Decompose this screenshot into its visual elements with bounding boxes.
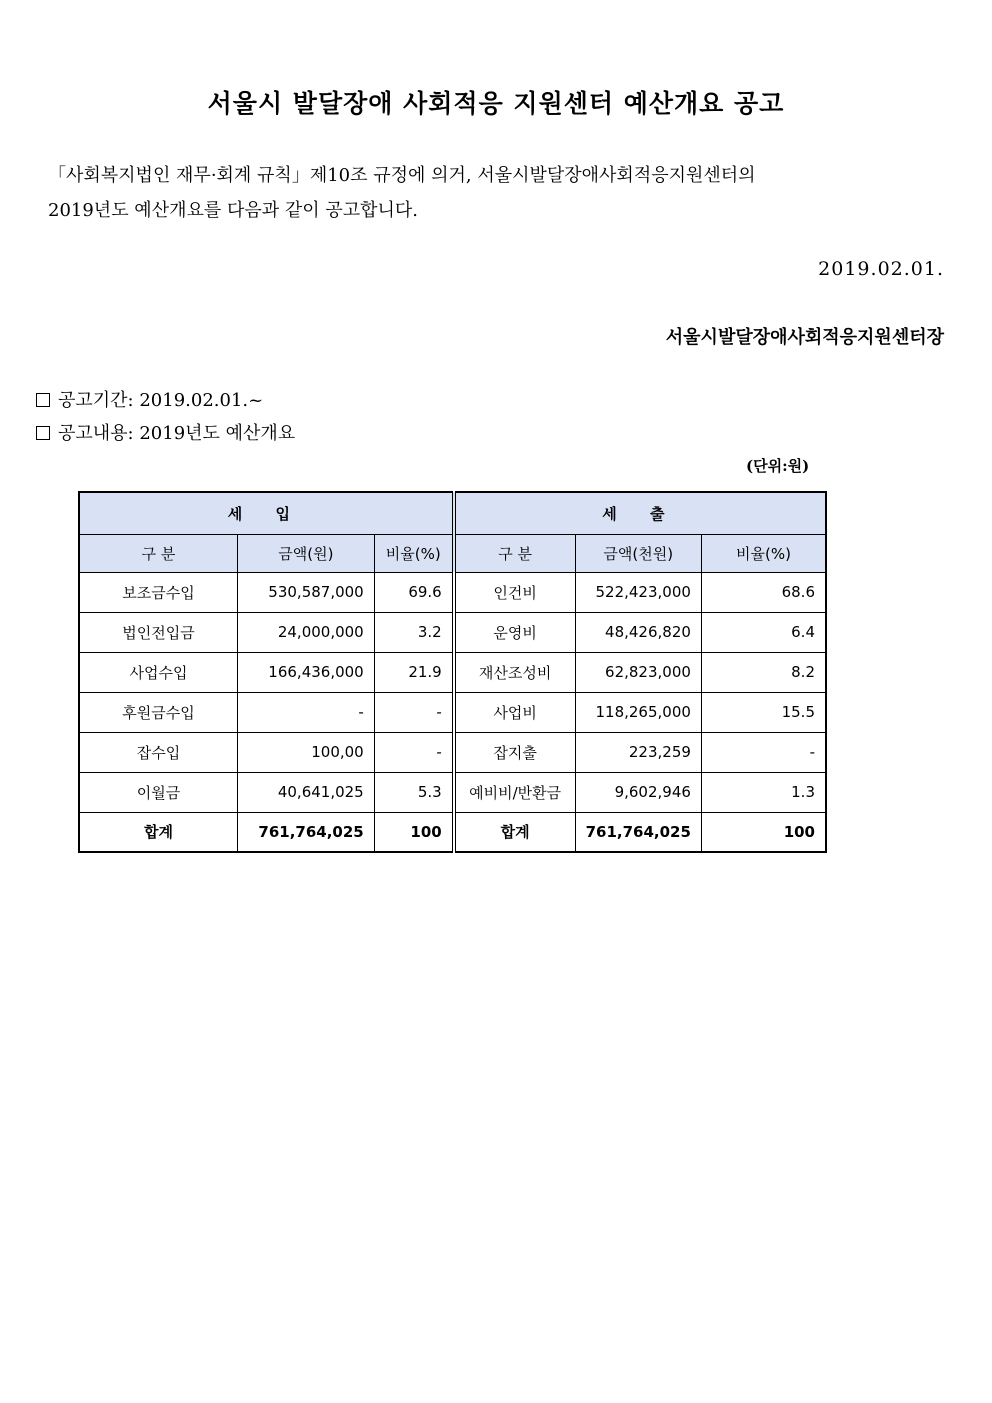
- section-header-row: [79, 492, 826, 534]
- income-category: 보조금수입: [79, 572, 237, 612]
- expense-category: 잡지출: [454, 732, 575, 772]
- income-ratio: 5.3: [374, 772, 454, 812]
- table-row: [79, 772, 826, 812]
- notice-content-text: 공고내용: 2019년도 예산개요: [58, 423, 296, 444]
- expense-section-title: 세 출: [454, 492, 826, 534]
- column-header-row: [79, 534, 826, 572]
- income-total-label: 합계: [79, 812, 237, 852]
- income-amount: 40,641,025: [237, 772, 374, 812]
- page-title: 서울시 발달장애 사회적응 지원센터 예산개요 공고: [207, 89, 785, 118]
- organization-signature: 서울시발달장애사회적응지원센터장: [665, 327, 944, 348]
- income-ratio: 21.9: [374, 652, 454, 692]
- notice-period-text: 공고기간: 2019.02.01.~: [58, 390, 264, 411]
- expense-ratio: 1.3: [701, 772, 826, 812]
- income-category: 후원금수입: [79, 692, 237, 732]
- income-amount: 100,00: [237, 732, 374, 772]
- expense-amount: 522,423,000: [575, 572, 701, 612]
- table-row: [79, 612, 826, 652]
- expense-category: 사업비: [454, 692, 575, 732]
- income-ratio: -: [374, 732, 454, 772]
- expense-ratio: 68.6: [701, 572, 826, 612]
- income-amount: 166,436,000: [237, 652, 374, 692]
- checkbox-square-icon: [36, 426, 50, 440]
- expense-amount: 48,426,820: [575, 612, 701, 652]
- table-row: [79, 732, 826, 772]
- expense-total-label: 합계: [454, 812, 575, 852]
- checkbox-square-icon: [36, 393, 50, 407]
- income-ratio: 69.6: [374, 572, 454, 612]
- income-amount: -: [237, 692, 374, 732]
- income-total-ratio: 100: [374, 812, 454, 852]
- income-category: 잡수입: [79, 732, 237, 772]
- expense-category: 재산조성비: [454, 652, 575, 692]
- income-category: 사업수입: [79, 652, 237, 692]
- expense-ratio: 8.2: [701, 652, 826, 692]
- expense-amount: 62,823,000: [575, 652, 701, 692]
- expense-ratio: 15.5: [701, 692, 826, 732]
- column-header: 비율(%): [701, 534, 826, 572]
- column-header: 금액(원): [237, 534, 374, 572]
- income-ratio: -: [374, 692, 454, 732]
- expense-amount: 118,265,000: [575, 692, 701, 732]
- income-section-title: 세 입: [79, 492, 454, 534]
- expense-ratio: 6.4: [701, 612, 826, 652]
- column-header: 구 분: [79, 534, 237, 572]
- notice-date: 2019.02.01.: [818, 258, 944, 280]
- table-row: [79, 572, 826, 612]
- table-row: [79, 692, 826, 732]
- notice-period-item: [36, 386, 263, 412]
- column-header: 금액(천원): [575, 534, 701, 572]
- income-category: 이월금: [79, 772, 237, 812]
- expense-ratio: -: [701, 732, 826, 772]
- expense-category: 인건비: [454, 572, 575, 612]
- income-amount: 530,587,000: [237, 572, 374, 612]
- total-row: [79, 812, 826, 852]
- intro-paragraph-line-1: 「사회복지법인 재무·회계 규칙」제10조 규정에 의거, 서울시발달장애사회적응지원센터의: [48, 165, 756, 186]
- intro-paragraph-line-2: 2019년도 예산개요를 다음과 같이 공고합니다.: [48, 200, 419, 221]
- expense-category: 예비비/반환금: [454, 772, 575, 812]
- expense-total-amount: 761,764,025: [575, 812, 701, 852]
- expense-amount: 9,602,946: [575, 772, 701, 812]
- income-total-amount: 761,764,025: [237, 812, 374, 852]
- expense-category: 운영비: [454, 612, 575, 652]
- budget-table: [78, 491, 827, 853]
- table-row: [79, 652, 826, 692]
- column-header: 구 분: [454, 534, 575, 572]
- income-ratio: 3.2: [374, 612, 454, 652]
- expense-amount: 223,259: [575, 732, 701, 772]
- unit-note: (단위:원): [746, 457, 810, 475]
- notice-content-item: [36, 419, 295, 445]
- expense-total-ratio: 100: [701, 812, 826, 852]
- column-header: 비율(%): [374, 534, 454, 572]
- income-category: 법인전입금: [79, 612, 237, 652]
- income-amount: 24,000,000: [237, 612, 374, 652]
